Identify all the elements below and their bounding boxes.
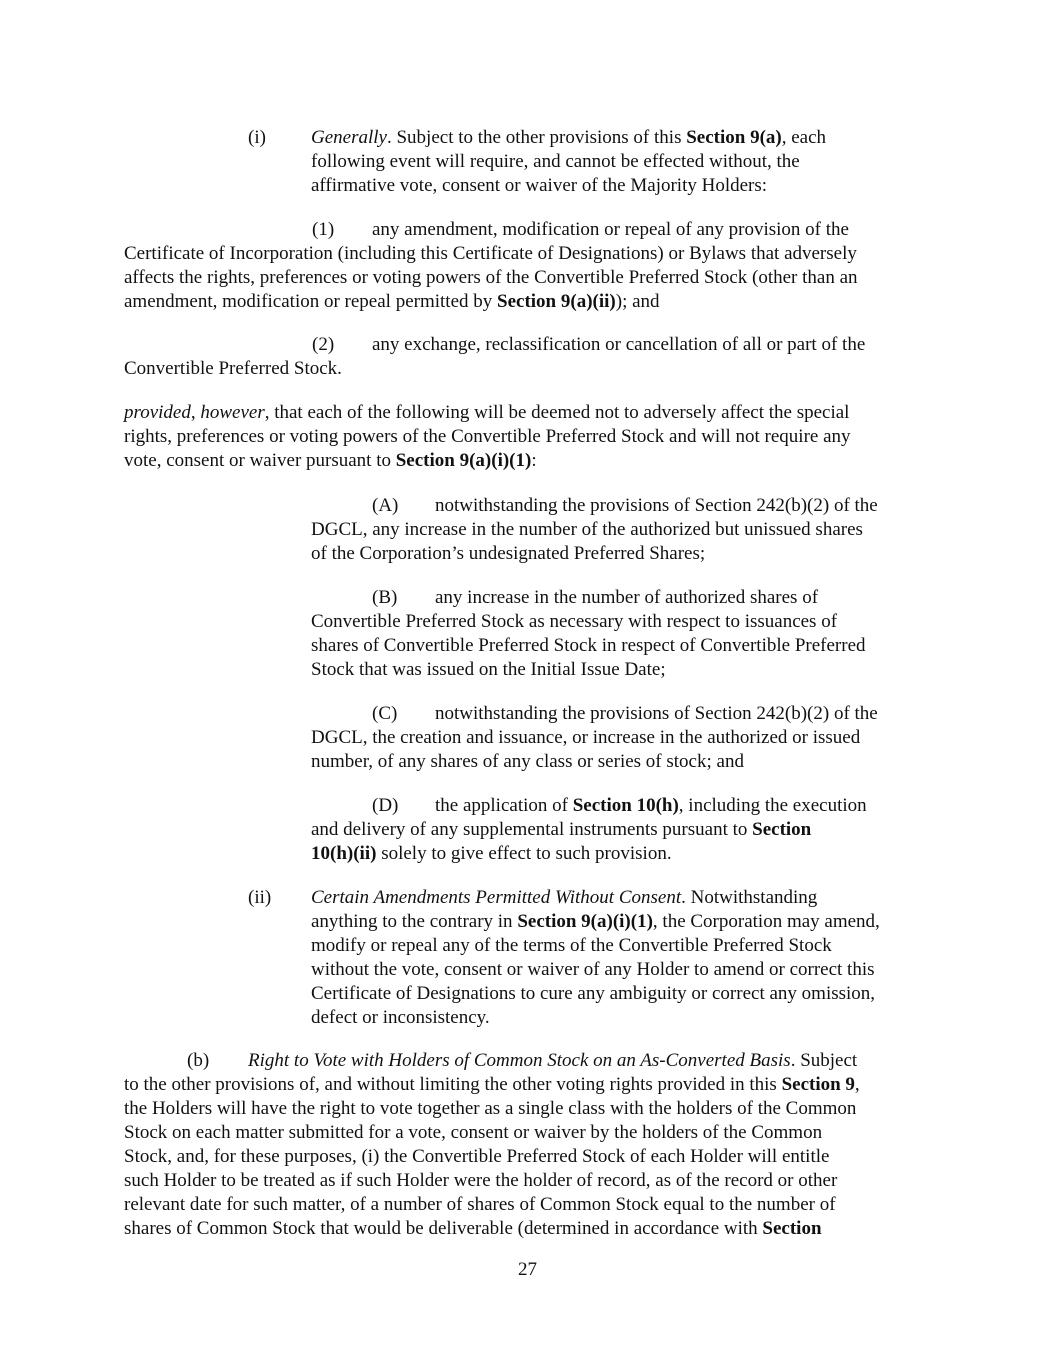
section-ref: Section (752, 819, 812, 840)
proviso-paragraph: provided, however, that each of the following will be deemed not to adversely affect the special rights, preferences or voting powers of the Convertible Preferred Stock and will not require any vote, consent or waiver pursuant to Section 9(a)(i)(1): (124, 401, 924, 473)
section-ref: Section 9 (781, 1074, 855, 1095)
text-line: modify or repeal any of the terms of the Convertible Preferred Stock (311, 935, 832, 956)
text-line: affirmative vote, consent or waiver of the Majority Holders: (311, 175, 768, 196)
clause-2 (124, 333, 924, 381)
clause-label: (A) (372, 495, 399, 516)
text-line: defect or inconsistency. (311, 1007, 490, 1028)
clause-label: (B) (372, 587, 398, 608)
text-line: affects the rights, preferences or voting powers of the Convertible Preferred Stock (other than an (124, 267, 858, 288)
section-ref: Section 9(a) (686, 127, 782, 148)
section-ref: 10(h)(ii) (311, 843, 377, 864)
clause-label: (2) (312, 334, 335, 355)
clause-B (311, 586, 931, 682)
section-ref: Section (762, 1218, 822, 1239)
text-line: notwithstanding the provisions of Section 242(b)(2) of the (435, 495, 878, 516)
text-line: such Holder to be treated as if such Holder were the holder of record, as of the record or other (124, 1170, 838, 1191)
clause-heading: Certain Amendments Permitted Without Consent (311, 887, 682, 908)
text-line: any increase in the number of authorized shares of (435, 587, 819, 608)
text-line: Stock on each matter submitted for a vote, consent or waiver by the holders of the Common (124, 1122, 823, 1143)
section-ref: Section 9(a)(i)(1) (395, 450, 532, 471)
text-line: relevant date for such matter, of a number of shares of Common Stock equal to the number of (124, 1194, 836, 1215)
clause-C (311, 702, 931, 774)
clause-label: (C) (372, 703, 398, 724)
text-line: the Holders will have the right to vote together as a single class with the holders of the Common (124, 1098, 857, 1119)
text-line: notwithstanding the provisions of Section 242(b)(2) of the (435, 703, 878, 724)
clause-label: (D) (372, 795, 399, 816)
text-line: any exchange, reclassification or cancellation of all or part of the (372, 334, 866, 355)
text-line: rights, preferences or voting powers of the Convertible Preferred Stock and will not require any (124, 426, 851, 447)
text-line: Stock, and, for these purposes, (i) the Convertible Preferred Stock of each Holder will entitle (124, 1146, 830, 1167)
document-page: (i) Generally. Subject to the other provisions of this Section 9(a), each following event will require, and cannot be effected without, the affirmative vote, consent or waiver of the Majority Holders: (1) any amendment, modification or repeal of any provision of the Certificate of Incorporation (including this Certificate of Designations) or Bylaws that adversely affects the rights, preferences or voting powers of the Convertible Preferred Stock (other than an amendment, modification or repeal permitted by Section 9(a)(ii)); and (2) any exchange, reclassification or cancellation of all or part of the Convertible Preferred Stock. provided, however, that each of the following will be deemed not to adversely affect the special rights, preferences or voting powers of the Convertible Preferred Stock and will not require any vote, consent or waiver pursuant to Section 9(a)(i)(1): (A) notwithstanding the provisions of Section 242(b)(2) of the DGCL, any increase in the number of the authorized but unissued shares of the Corporation’s undesignated Preferred Shares; (B) any increase in the number of authorized shares of Convertible Preferred Stock as necessary with respect to issuances of shares of Convertible Preferred Stock in respect of Convertible Preferred Stock that was issued on the Initial Issue Date; (C) notwithstanding the provisions of Section 242(b)(2) of the DGCL, the creation and issuance, or increase in the authorized or issued number, of any shares of any class or series of stock; and (D) the application of Section 10(h), including the execution and delivery of any supplemental instruments pursuant to Section 10(h)(ii) solely to give effect to such provision. (ii) Certain Amendments Permitted Without Consent. Notwithstanding anything to the contrary in Section 9(a)(i)(1), the Corporation may amend, modify or repeal any of the terms of the Convertible Preferred Stock without the vote, consent or waiver of any Holder to amend or correct this Certificate of Designations to cure any ambiguity or correct any omission, defect or inconsistency. (b) Right to Vote with Holders of Common Stock on an As-Converted Basis. Subject to the other provisions of, and without limiting the other voting rights provided in this Section 9, the Holders will have the right to vote together as a single class with the holders of the Common Stock on each matter submitted for a vote, consent or waiver by the holders of the Common Stock, and, for these purposes, (i) the Convertible Preferred Stock of each Holder will entitle such Holder to be treated as if such Holder were the holder of record, as of the record or other relevant date for such matter, of a number of shares of Common Stock equal to the number of shares of Common Stock that would be deliverable (determined in accordance with Section 27 (0, 0, 1055, 1365)
clause-heading: Right to Vote with Holders of Common Stock on an As-Converted Basis (248, 1050, 791, 1071)
text-line: DGCL, any increase in the number of the authorized but unissued shares (311, 519, 863, 540)
text-line: DGCL, the creation and issuance, or increase in the authorized or issued (311, 727, 861, 748)
text-line: any amendment, modification or repeal of any provision of the (372, 219, 849, 240)
text-line: Convertible Preferred Stock as necessary with respect to issuances of (311, 611, 838, 632)
section-ref: Section 9(a)(i)(1) (517, 911, 653, 932)
clause-b: (b) Right to Vote with Holders of Common Stock on an As-Converted Basis. Subject to the other provisions of, and without limiting the other voting rights provided in this Section 9, the Holders will have the right to vote together as a single class with the holders of the Common Stock on each matter submitted for a vote, consent or waiver by the holders of the Common Stock, and, for these purposes, (i) the Convertible Preferred Stock of each Holder will entitle such Holder to be treated as if such Holder were the holder of record, as of the record or other relevant date for such matter, of a number of shares of Common Stock equal to the number of shares of Common Stock that would be deliverable (determined in accordance with Section (124, 1049, 929, 1241)
clause-label: (i) (248, 127, 266, 148)
text-line: without the vote, consent or waiver of any Holder to amend or correct this (311, 959, 875, 980)
clause-label: (b) (187, 1050, 210, 1071)
clause-A (311, 494, 931, 566)
text-line: of the Corporation’s undesignated Preferred Shares; (311, 543, 706, 564)
clause-1: (1) any amendment, modification or repeal of any provision of the Certificate of Incorporation (including this Certificate of Designations) or Bylaws that adversely affects the rights, preferences or voting powers of the Convertible Preferred Stock (other than an amendment, modification or repeal permitted by Section 9(a)(ii)); and (124, 218, 924, 314)
text-line: number, of any shares of any class or series of stock; and (311, 751, 744, 772)
text-line: Convertible Preferred Stock. (124, 358, 342, 379)
clause-label: (1) (312, 219, 335, 240)
text-line: following event will require, and cannot be effected without, the (311, 151, 800, 172)
clause-label: (ii) (248, 887, 272, 908)
clause-heading: Generally (311, 127, 387, 148)
page-number: 27 (518, 1259, 537, 1280)
section-ref: Section 9(a)(ii) (497, 291, 616, 312)
text-line: Certificate of Designations to cure any ambiguity or correct any omission, (311, 983, 876, 1004)
clause-D: (D) the application of Section 10(h), including the execution and delivery of any supplemental instruments pursuant to Section 10(h)(ii) solely to give effect to such provision. (311, 795, 867, 864)
section-ref: Section 10(h) (572, 795, 679, 816)
text-line: shares of Convertible Preferred Stock in respect of Convertible Preferred (311, 635, 866, 656)
text-line: Stock that was issued on the Initial Issue Date; (311, 659, 666, 680)
text-line: Certificate of Incorporation (including this Certificate of Designations) or Bylaws that adversely (124, 243, 857, 264)
